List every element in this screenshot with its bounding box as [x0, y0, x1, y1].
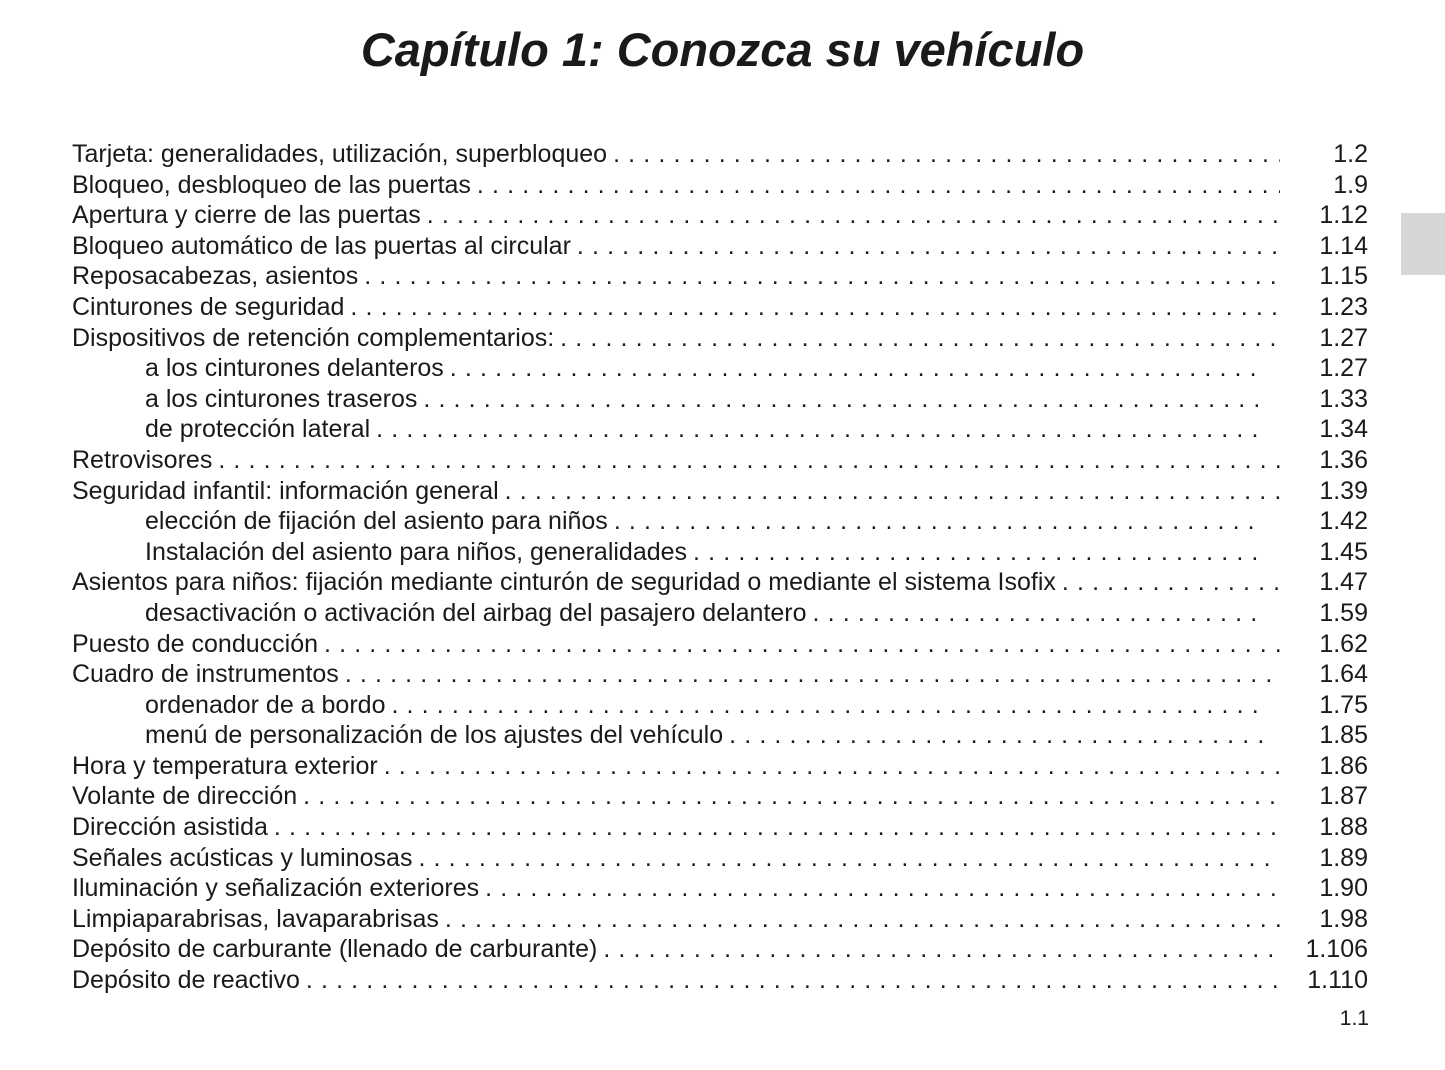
toc-entry-label-with-leader [72, 292, 1280, 323]
toc-subentry[interactable] [72, 353, 1368, 384]
toc-entry-label-with-leader [72, 170, 1280, 201]
toc-entry[interactable] [72, 781, 1368, 812]
toc-entry-page: 1.59 [1319, 598, 1368, 627]
toc-entry-text: ordenador de a bordo [145, 690, 386, 719]
toc-subentry[interactable] [72, 506, 1368, 537]
toc-entry-text: Cinturones de seguridad [72, 292, 345, 321]
table-of-contents [72, 139, 1368, 996]
toc-entry-page: 1.39 [1319, 476, 1368, 505]
toc-entry-page: 1.86 [1319, 751, 1368, 780]
toc-entry-text: menú de personalización de los ajustes del vehículo [145, 721, 724, 750]
toc-entry-page: 1.12 [1319, 201, 1368, 230]
toc-subentry[interactable] [72, 537, 1368, 568]
page-title: Capítulo 1: Conozca su vehículo [360, 23, 1085, 76]
toc-entry-page: 1.106 [1305, 935, 1368, 964]
toc-entry[interactable] [72, 476, 1368, 507]
toc-entry-label-with-leader [72, 139, 1280, 170]
toc-entry-label-with-leader [72, 231, 1280, 262]
toc-entry-text: Depósito de reactivo [72, 966, 300, 995]
toc-entry[interactable] [72, 904, 1368, 935]
toc-entry-page: 1.85 [1319, 721, 1368, 750]
toc-entry-text: Retrovisores [72, 445, 213, 474]
toc-entry-label-with-leader [72, 904, 1280, 935]
toc-entry-page: 1.9 [1333, 170, 1368, 199]
toc-entry-page: 1.89 [1319, 843, 1368, 872]
toc-entry-page: 1.42 [1319, 507, 1368, 536]
toc-entry[interactable] [72, 323, 1368, 354]
toc-entry-page: 1.87 [1319, 782, 1368, 811]
toc-entry-label-with-leader [145, 598, 1264, 629]
toc-entry-text: Señales acústicas y luminosas [72, 843, 413, 872]
toc-entry-page: 1.34 [1319, 415, 1368, 444]
toc-entry-text: Bloqueo automático de las puertas al circular [72, 231, 571, 260]
toc-entry[interactable] [72, 139, 1368, 170]
toc-entry-label-with-leader [72, 873, 1280, 904]
toc-entry-page: 1.64 [1319, 660, 1368, 689]
toc-entry-page: 1.36 [1319, 445, 1368, 474]
toc-entry-text: Bloqueo, desbloqueo de las puertas [72, 170, 471, 199]
toc-entry-label-with-leader [72, 476, 1280, 507]
toc-entry[interactable] [72, 659, 1368, 690]
toc-entry-label-with-leader [145, 690, 1264, 721]
toc-entry-label-with-leader [72, 659, 1280, 690]
toc-entry-text: Reposacabezas, asientos [72, 262, 359, 291]
page-number: 1.1 [1339, 1007, 1369, 1030]
toc-entry-label-with-leader [72, 323, 1280, 354]
toc-entry-label-with-leader [72, 934, 1280, 965]
toc-entry-text: de protección lateral [145, 415, 371, 444]
toc-entry-label-with-leader [72, 965, 1280, 996]
toc-entry-page: 1.75 [1319, 690, 1368, 719]
toc-entry[interactable] [72, 170, 1368, 201]
toc-entry-text: Dispositivos de retención complementarios: [72, 323, 555, 352]
toc-subentry[interactable] [72, 690, 1368, 721]
toc-entry-text: Seguridad infantil: información general [72, 476, 499, 505]
toc-entry-page: 1.62 [1319, 629, 1368, 658]
toc-entry-text: a los cinturones delanteros [145, 354, 444, 383]
toc-entry-page: 1.15 [1319, 262, 1368, 291]
toc-subentry[interactable] [72, 414, 1368, 445]
toc-entry-text: Apertura y cierre de las puertas [72, 201, 421, 230]
toc-entry-label-with-leader [145, 384, 1264, 415]
chapter-side-tab [1401, 213, 1445, 275]
toc-entry-text: Depósito de carburante (llenado de carburante) [72, 935, 598, 964]
toc-entry-text: a los cinturones traseros [145, 384, 418, 413]
toc-entry-label-with-leader [72, 261, 1280, 292]
toc-entry-page: 1.23 [1319, 292, 1368, 321]
toc-entry[interactable] [72, 934, 1368, 965]
toc-entry-page: 1.27 [1319, 354, 1368, 383]
toc-entry[interactable] [72, 261, 1368, 292]
toc-entry[interactable] [72, 629, 1368, 660]
toc-entry-page: 1.47 [1319, 568, 1368, 597]
toc-entry-label-with-leader [72, 200, 1280, 231]
toc-entry[interactable] [72, 292, 1368, 323]
toc-entry[interactable] [72, 231, 1368, 262]
toc-subentry[interactable] [72, 384, 1368, 415]
toc-entry[interactable] [72, 567, 1368, 598]
toc-entry[interactable] [72, 751, 1368, 782]
toc-entry[interactable] [72, 843, 1368, 874]
toc-entry[interactable] [72, 445, 1368, 476]
toc-entry-label-with-leader [72, 751, 1280, 782]
toc-entry-text: elección de fijación del asiento para niños [145, 507, 608, 536]
toc-entry[interactable] [72, 873, 1368, 904]
toc-entry[interactable] [72, 812, 1368, 843]
toc-entry-label-with-leader [72, 445, 1280, 476]
toc-entry-text: Cuadro de instrumentos [72, 660, 339, 689]
toc-entry-page: 1.110 [1307, 966, 1368, 995]
toc-entry-text: desactivación o activación del airbag del pasajero delantero [145, 598, 807, 627]
toc-entry-label-with-leader [145, 537, 1264, 568]
toc-subentry[interactable] [72, 720, 1368, 751]
toc-entry[interactable] [72, 965, 1368, 996]
toc-entry-page: 1.90 [1319, 874, 1368, 903]
toc-entry-label-with-leader [72, 843, 1280, 874]
toc-entry-label-with-leader [145, 506, 1264, 537]
toc-entry-page: 1.27 [1319, 323, 1368, 352]
toc-entry-label-with-leader [72, 812, 1280, 843]
toc-entry-label-with-leader [72, 629, 1280, 660]
toc-entry-page: 1.14 [1319, 231, 1368, 260]
toc-entry-page: 1.33 [1319, 384, 1368, 413]
toc-entry-page: 1.98 [1319, 904, 1368, 933]
toc-entry-text: Tarjeta: generalidades, utilización, superbloqueo [72, 140, 608, 168]
toc-entry-text: Volante de dirección [72, 782, 298, 811]
toc-entry-text: Puesto de conducción [72, 629, 319, 658]
toc-entry-page: 1.45 [1319, 537, 1368, 566]
toc-entry-page: 1.88 [1319, 813, 1368, 842]
toc-entry-label-with-leader [72, 567, 1280, 598]
toc-entry-label-with-leader [72, 781, 1280, 812]
toc-entry[interactable] [72, 200, 1368, 231]
toc-entry-page: 1.2 [1333, 140, 1368, 168]
toc-entry-label-with-leader [145, 720, 1264, 751]
toc-entry-text: Hora y temperatura exterior [72, 751, 378, 780]
toc-entry-text: Asientos para niños: fijación mediante cinturón de seguridad o mediante el sistema Isofix [72, 568, 1056, 597]
toc-entry-text: Limpiaparabrisas, lavaparabrisas [72, 904, 439, 933]
toc-entry-text: Iluminación y señalización exteriores [72, 874, 480, 903]
toc-entry-text: Instalación del asiento para niños, generalidades [145, 537, 688, 566]
toc-entry-label-with-leader [145, 353, 1264, 384]
toc-subentry[interactable] [72, 598, 1368, 629]
toc-entry-text: Dirección asistida [72, 813, 268, 842]
toc-entry-label-with-leader [145, 414, 1264, 445]
